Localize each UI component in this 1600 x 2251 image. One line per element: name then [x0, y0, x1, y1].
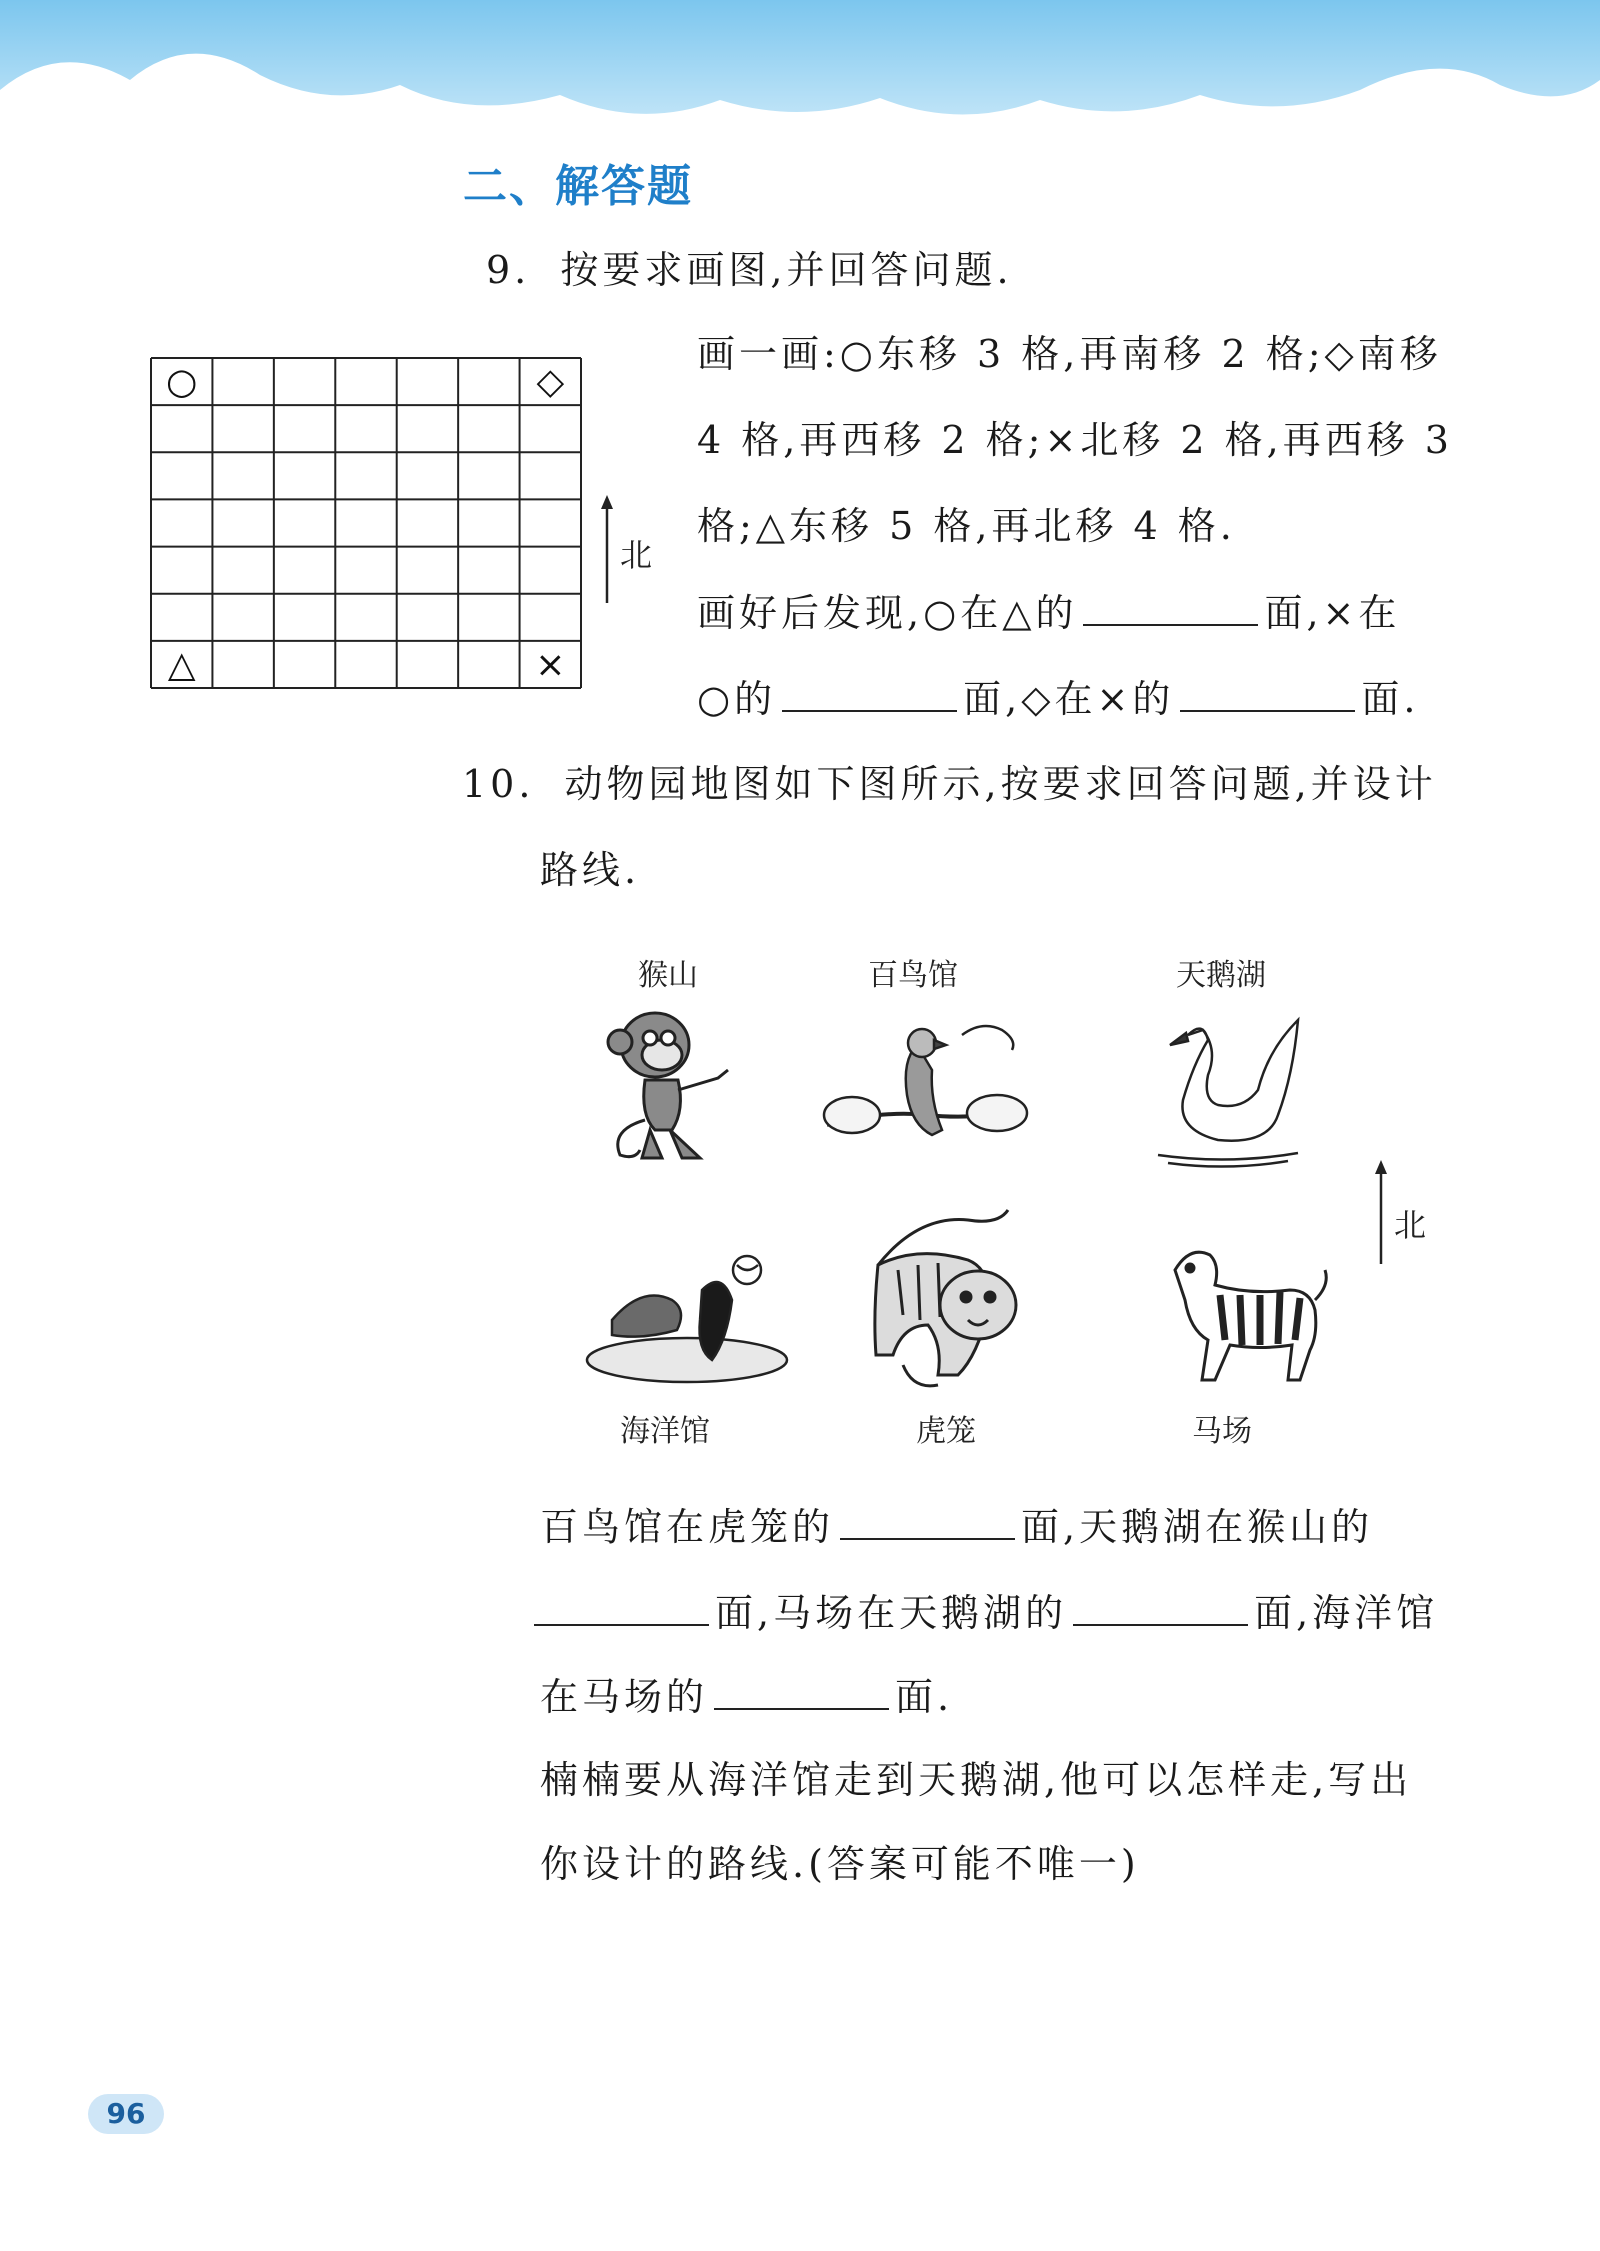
north-label-map: 北: [1394, 1206, 1427, 1244]
parrot-icon: [822, 1015, 1037, 1165]
direction-grid: [148, 355, 584, 691]
map-label-horse-farm: 马场: [1192, 1414, 1252, 1449]
q10-route-question-2: 你设计的路线.(答案可能不唯一): [540, 1842, 1140, 1886]
zebra-icon: [1160, 1240, 1340, 1390]
q9-fill-line-2: [697, 674, 1419, 723]
map-label-monkey-hill: 猴山: [638, 958, 698, 993]
q10-route-question-1: 楠楠要从海洋馆走到天鹅湖,他可以怎样走,写出: [540, 1758, 1413, 1802]
q9-prompt: [486, 246, 1013, 294]
q10-fill2-part1: 面,马场在天鹅湖的: [715, 1591, 1068, 1635]
q10-fill-line-1: [540, 1502, 1373, 1551]
q10-answer-blank-4[interactable]: [714, 1672, 889, 1710]
q9-fill1-after: 面,×在: [1264, 591, 1401, 635]
map-label-tiger-cage: 虎笼: [916, 1414, 976, 1449]
map-label-bird-house: 百鸟馆: [868, 958, 958, 993]
q9-fill2-part1: ○的: [697, 677, 777, 721]
q9-instruction-3: 格;△东移 5 格,再北移 4 格.: [697, 504, 1236, 548]
seal-icon: [582, 1250, 802, 1390]
q9-answer-blank-1[interactable]: [1083, 588, 1258, 626]
north-arrow-grid: [596, 495, 622, 605]
q10-prompt-text: 动物园地图如下图所示,按要求回答问题,并设计: [564, 762, 1437, 806]
north-label-grid: 北: [620, 536, 653, 574]
north-arrow-map: [1370, 1160, 1396, 1265]
q9-fill2-part2: 面,◇在×的: [963, 677, 1175, 721]
q9-fill2-part3: 面.: [1361, 677, 1420, 721]
section-title: 二、解答题: [463, 161, 693, 212]
q9-fill1-before: 画好后发现,○在△的: [697, 591, 1078, 635]
swan-icon: [1148, 1005, 1308, 1170]
q9-instruction-2: 4 格,再西移 2 格;×北移 2 格,再西移 3: [697, 418, 1453, 462]
q9-instruction-1: 画一画:○东移 3 格,再南移 2 格;◇南移: [697, 332, 1442, 376]
q9-prompt-text: 按要求画图,并回答问题.: [560, 248, 1013, 292]
grid-symbol: ◇: [536, 361, 565, 403]
q10-answer-blank-2[interactable]: [534, 1588, 709, 1626]
grid-symbol: ○: [166, 361, 198, 403]
map-label-swan-lake: 天鹅湖: [1176, 958, 1266, 993]
q10-fill-line-2: [534, 1588, 1438, 1637]
q9-number: 9.: [486, 248, 531, 292]
q10-answer-blank-3[interactable]: [1073, 1588, 1248, 1626]
q10-fill3-before: 在马场的: [540, 1675, 709, 1719]
monkey-icon: [600, 1000, 750, 1165]
q10-fill1-before: 百鸟馆在虎笼的: [540, 1505, 835, 1549]
page-number: 96: [88, 2094, 164, 2134]
q10-fill2-part2: 面,海洋馆: [1254, 1591, 1439, 1635]
grid-symbol: △: [167, 644, 196, 686]
q10-prompt-line-2: 路线.: [540, 848, 641, 892]
q9-answer-blank-2[interactable]: [782, 674, 957, 712]
q10-fill1-after: 面,天鹅湖在猴山的: [1021, 1505, 1374, 1549]
grid-symbol: ×: [535, 644, 566, 686]
q9-fill-line-1: [697, 588, 1400, 637]
sky-header-decoration: [0, 0, 1600, 160]
q10-number: 10.: [462, 762, 535, 806]
map-label-ocean-hall: 海洋馆: [620, 1414, 710, 1449]
q10-fill3-after: 面.: [895, 1675, 954, 1719]
q10-answer-blank-1[interactable]: [840, 1502, 1015, 1540]
q10-fill-line-3: [540, 1672, 953, 1721]
tiger-icon: [858, 1205, 1028, 1395]
q9-answer-blank-3[interactable]: [1180, 674, 1355, 712]
q10-prompt-line-1: [462, 760, 1437, 808]
